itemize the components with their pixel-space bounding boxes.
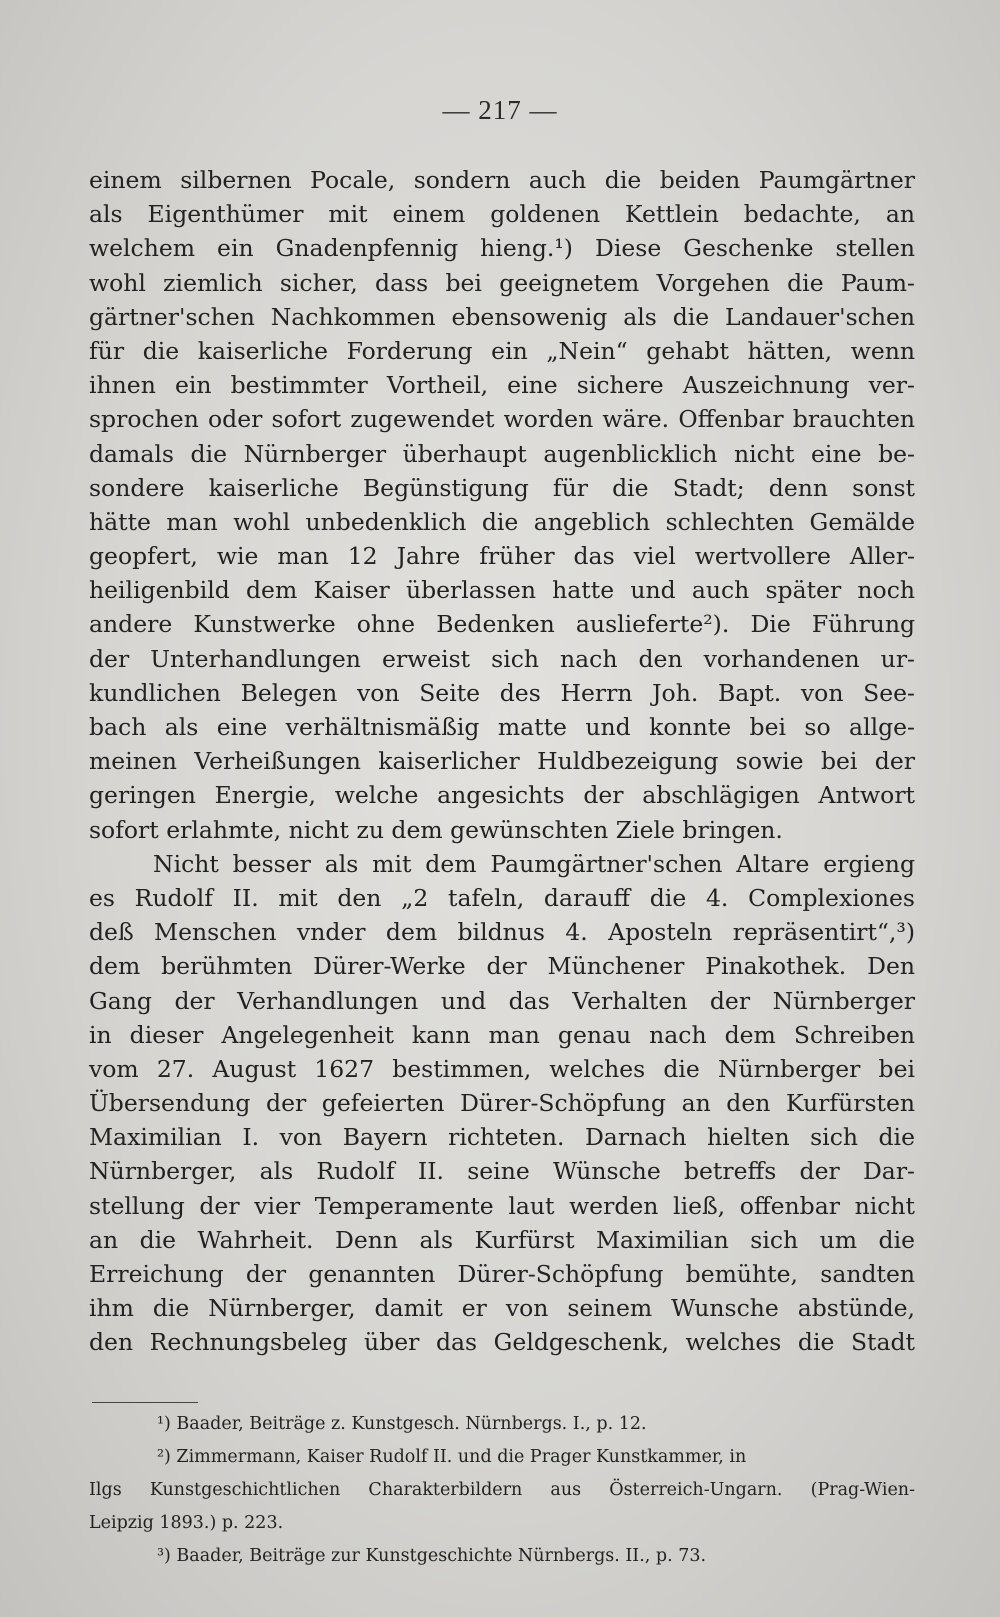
- text-line: Übersendung der gefeierten Dürer-Schöpfung an den Kurfürsten: [89, 1089, 915, 1118]
- body-text: [89, 163, 915, 1360]
- text-line: dem berühmten Dürer-Werke der Münchener Pinakothek. Den: [89, 952, 915, 981]
- text-line: für die kaiserliche Forderung ein „Nein“ gehabt hätten, wenn: [89, 336, 915, 365]
- text-line: damals die Nürnberger überhaupt augenblicklich nicht eine be-: [89, 439, 915, 468]
- text-line: andere Kunstwerke ohne Bedenken auslieferte²). Die Führung: [89, 610, 915, 639]
- text-line: den Rechnungsbeleg über das Geldgeschenk, welches die Stadt: [89, 1328, 915, 1357]
- text-line: ihnen ein bestimmter Vortheil, eine sichere Auszeichnung ver-: [89, 371, 915, 400]
- footnote-2-end: Leipzig 1893.) p. 223.: [89, 1513, 284, 1533]
- text-line: wohl ziemlich sicher, dass bei geeignetem Vorgehen die Paum-: [89, 268, 915, 297]
- text-line: bach als eine verhältnismäßig matte und konnte bei so allge-: [89, 713, 915, 741]
- text-line: kundlichen Belegen von Seite des Herrn Joh. Bapt. von See-: [89, 678, 915, 707]
- text-line: stellung der vier Temperamente laut werden ließ, offenbar nicht: [89, 1191, 915, 1220]
- text-line: geringen Energie, welche angesichts der abschlägigen Antwort: [89, 781, 915, 810]
- text-line: als Eigenthümer mit einem goldenen Kettlein bedachte, an: [89, 200, 915, 229]
- footnote-2-continued: Ilgs Kunstgeschichtlichen Charakterbildern aus Österreich-Ungarn. (Prag-Wien-: [89, 1480, 915, 1500]
- text-line: der Unterhandlungen erweist sich nach den vorhandenen ur-: [89, 644, 915, 673]
- text-line: hätte man wohl unbedenklich die angeblich schlechten Gemälde: [89, 507, 915, 536]
- text-line: einem silbernen Pocale, sondern auch die beiden Paumgärtner: [89, 166, 915, 194]
- text-line: heiligenbild dem Kaiser überlassen hatte und auch später noch: [89, 576, 915, 605]
- text-line: welchem ein Gnadenpfennig hieng.¹) Diese Geschenke stellen: [89, 234, 915, 263]
- text-line: es Rudolf II. mit den „2 tafeln, darauff die 4. Complexiones: [89, 883, 915, 912]
- text-line: sprochen oder sofort zugewendet worden wäre. Offenbar brauchten: [89, 405, 915, 434]
- text-line: ihm die Nürnberger, damit er von seinem Wunsche abstünde,: [89, 1294, 915, 1323]
- text-line: an die Wahrheit. Denn als Kurfürst Maximilian sich um die: [89, 1225, 915, 1254]
- text-line: geopfert, wie man 12 Jahre früher das viel wertvollere Aller-: [89, 542, 915, 571]
- text-line: meinen Verheißungen kaiserlicher Huldbezeigung sowie bei der: [89, 747, 915, 776]
- text-line: Erreichung der genannten Dürer-Schöpfung bemühte, sandten: [89, 1260, 915, 1288]
- text-line: deß Menschen vnder dem bildnus 4. Aposteln repräsentirt“,³): [89, 918, 915, 947]
- text-line: in dieser Angelegenheit kann man genau nach dem Schreiben: [89, 1020, 915, 1049]
- text-line: gärtner'schen Nachkommen ebensowenig als die Landauer'schen: [89, 302, 915, 331]
- text-line: Nürnberger, als Rudolf II. seine Wünsche betreffs der Dar-: [89, 1157, 915, 1186]
- paragraph-start-line: Nicht besser als mit dem Paumgärtner'schen Altare ergieng: [153, 849, 915, 878]
- text-line: Gang der Verhandlungen und das Verhalten der Nürnberger: [89, 986, 915, 1015]
- page-number: — 217 —: [442, 95, 558, 125]
- footnotes: [89, 1408, 915, 1573]
- footnote-2: ²) Zimmermann, Kaiser Rudolf II. und die Prager Kunstkammer, in: [157, 1447, 747, 1467]
- footnote-divider: [92, 1402, 198, 1403]
- text-line: vom 27. August 1627 bestimmen, welches die Nürnberger bei: [89, 1054, 915, 1083]
- text-line: sondere kaiserliche Begünstigung für die Stadt; denn sonst: [89, 473, 915, 502]
- paragraph-end-line: sofort erlahmte, nicht zu dem gewünschten Ziele bringen.: [89, 815, 783, 844]
- footnote-3: ³) Baader, Beiträge zur Kunstgeschichte Nürnbergs. II., p. 73.: [157, 1546, 707, 1566]
- footnote-1: ¹) Baader, Beiträge z. Kunstgesch. Nürnbergs. I., p. 12.: [157, 1414, 647, 1434]
- text-line: Maximilian I. von Bayern richteten. Darnach hielten sich die: [89, 1123, 915, 1152]
